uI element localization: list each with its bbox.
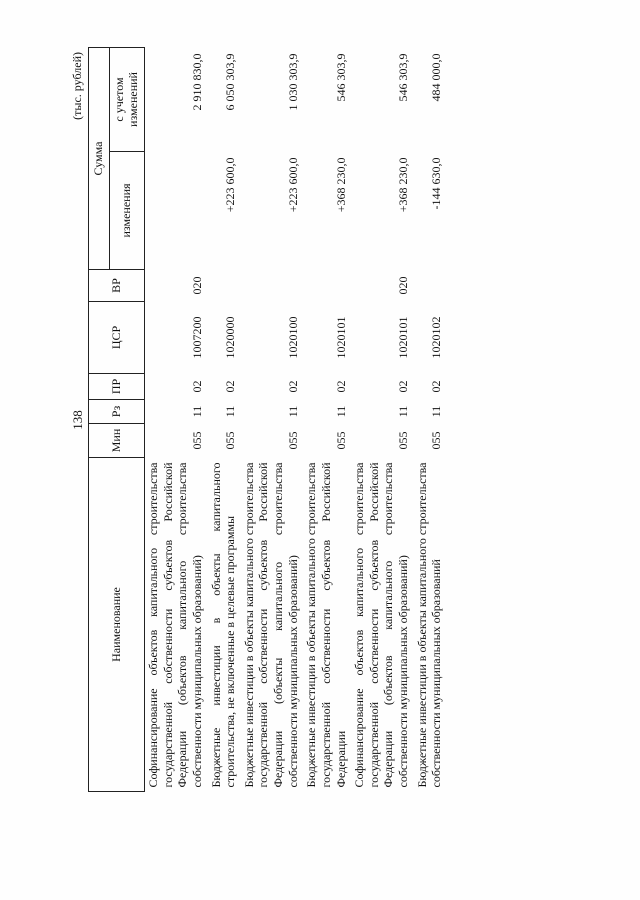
row-csr: 1007200 (189, 316, 204, 359)
row-total: 2 910 830,0 (189, 53, 204, 111)
row-change: +368 230,0 (333, 157, 348, 213)
budget-table (88, 47, 447, 792)
row-min: 055 (396, 431, 410, 450)
row-csr: 1020101 (396, 316, 410, 359)
row-csr: 1020101 (333, 316, 348, 359)
row-change: +223 600,0 (285, 157, 300, 213)
row-rz: 11 (189, 405, 204, 418)
row-rz: 11 (285, 405, 300, 418)
row-vr (303, 270, 351, 302)
row-min: 055 (223, 431, 238, 450)
row-vr (414, 270, 447, 302)
row-name: Бюджетные инвестиции в объекты капитального строительства государственной собственности субъектов Российской Федерации (объекты капитального строительства собственности муниципальных образований) (241, 462, 300, 788)
row-rz: 11 (396, 405, 410, 418)
row-rz: 11 (429, 405, 444, 418)
header-min: Мин (89, 424, 145, 458)
row-change: +223 600,0 (223, 157, 238, 213)
header-pr: ПР (89, 374, 145, 400)
row-total: 484 000,0 (429, 53, 444, 102)
row-pr: 02 (223, 380, 238, 393)
row-vr: 020 (189, 276, 204, 295)
header-rz: Рз (89, 400, 145, 424)
table-row (351, 47, 414, 791)
page-number: 138 (70, 410, 85, 430)
row-name: Бюджетные инвестиции в объекты капитального строительства собственности муниципальных образований (414, 462, 444, 788)
row-csr: 1020102 (429, 316, 444, 359)
row-total: 546 303,9 (396, 53, 410, 102)
row-pr: 02 (429, 380, 444, 393)
row-total: 6 050 303,9 (223, 53, 238, 111)
row-min: 055 (429, 431, 444, 450)
row-change (145, 152, 208, 270)
header-sum: Сумма (89, 47, 110, 269)
row-change: -144 630,0 (429, 157, 444, 210)
row-total: 546 303,9 (333, 53, 348, 102)
row-name: Софинансирование объектов капитального строительства государственной собственности субъектов Российской Федерации (объектов капитального строительства собственности муниципальных образований) (352, 462, 410, 788)
row-min: 055 (189, 431, 204, 450)
table-row (414, 47, 447, 791)
row-min: 055 (333, 431, 348, 450)
table-row (208, 47, 241, 791)
row-vr: 020 (396, 276, 410, 295)
header-with-changes: с учетом изменений (110, 47, 145, 151)
row-min: 055 (285, 431, 300, 450)
header-change: изменения (110, 152, 145, 270)
row-change: +368 230,0 (396, 157, 410, 213)
row-csr: 1020100 (285, 316, 300, 359)
row-total: 1 030 303,9 (285, 53, 300, 111)
row-vr (241, 270, 304, 302)
row-pr: 02 (333, 380, 348, 393)
units-note: (тыс. рублей) (70, 52, 84, 120)
table-row (145, 47, 208, 791)
row-rz: 11 (333, 405, 348, 418)
row-pr: 02 (396, 380, 410, 393)
row-pr: 02 (285, 380, 300, 393)
header-vr: ВР (89, 270, 145, 302)
header-row-1 (89, 47, 110, 791)
row-name: Бюджетные инвестиции в объекты капитального строительства, не включенные в целевые программы (208, 462, 238, 788)
row-name: Софинансирование объектов капитального строительства государственной собственности субъектов Российской Федерации (объектов капитального строительства собственности муниципальных образований) (146, 462, 204, 788)
header-csr: ЦСР (89, 302, 145, 374)
row-csr: 1020000 (223, 316, 238, 359)
row-pr: 02 (189, 380, 204, 393)
table-row (303, 47, 351, 791)
table-row (241, 47, 304, 791)
row-vr (208, 270, 241, 302)
row-rz: 11 (223, 405, 238, 418)
header-name: Наименование (89, 458, 145, 792)
row-name: Бюджетные инвестиции в объекты капитального строительства государственной собственности субъектов Российской Федерации (304, 462, 348, 788)
rotated-content (70, 48, 570, 792)
